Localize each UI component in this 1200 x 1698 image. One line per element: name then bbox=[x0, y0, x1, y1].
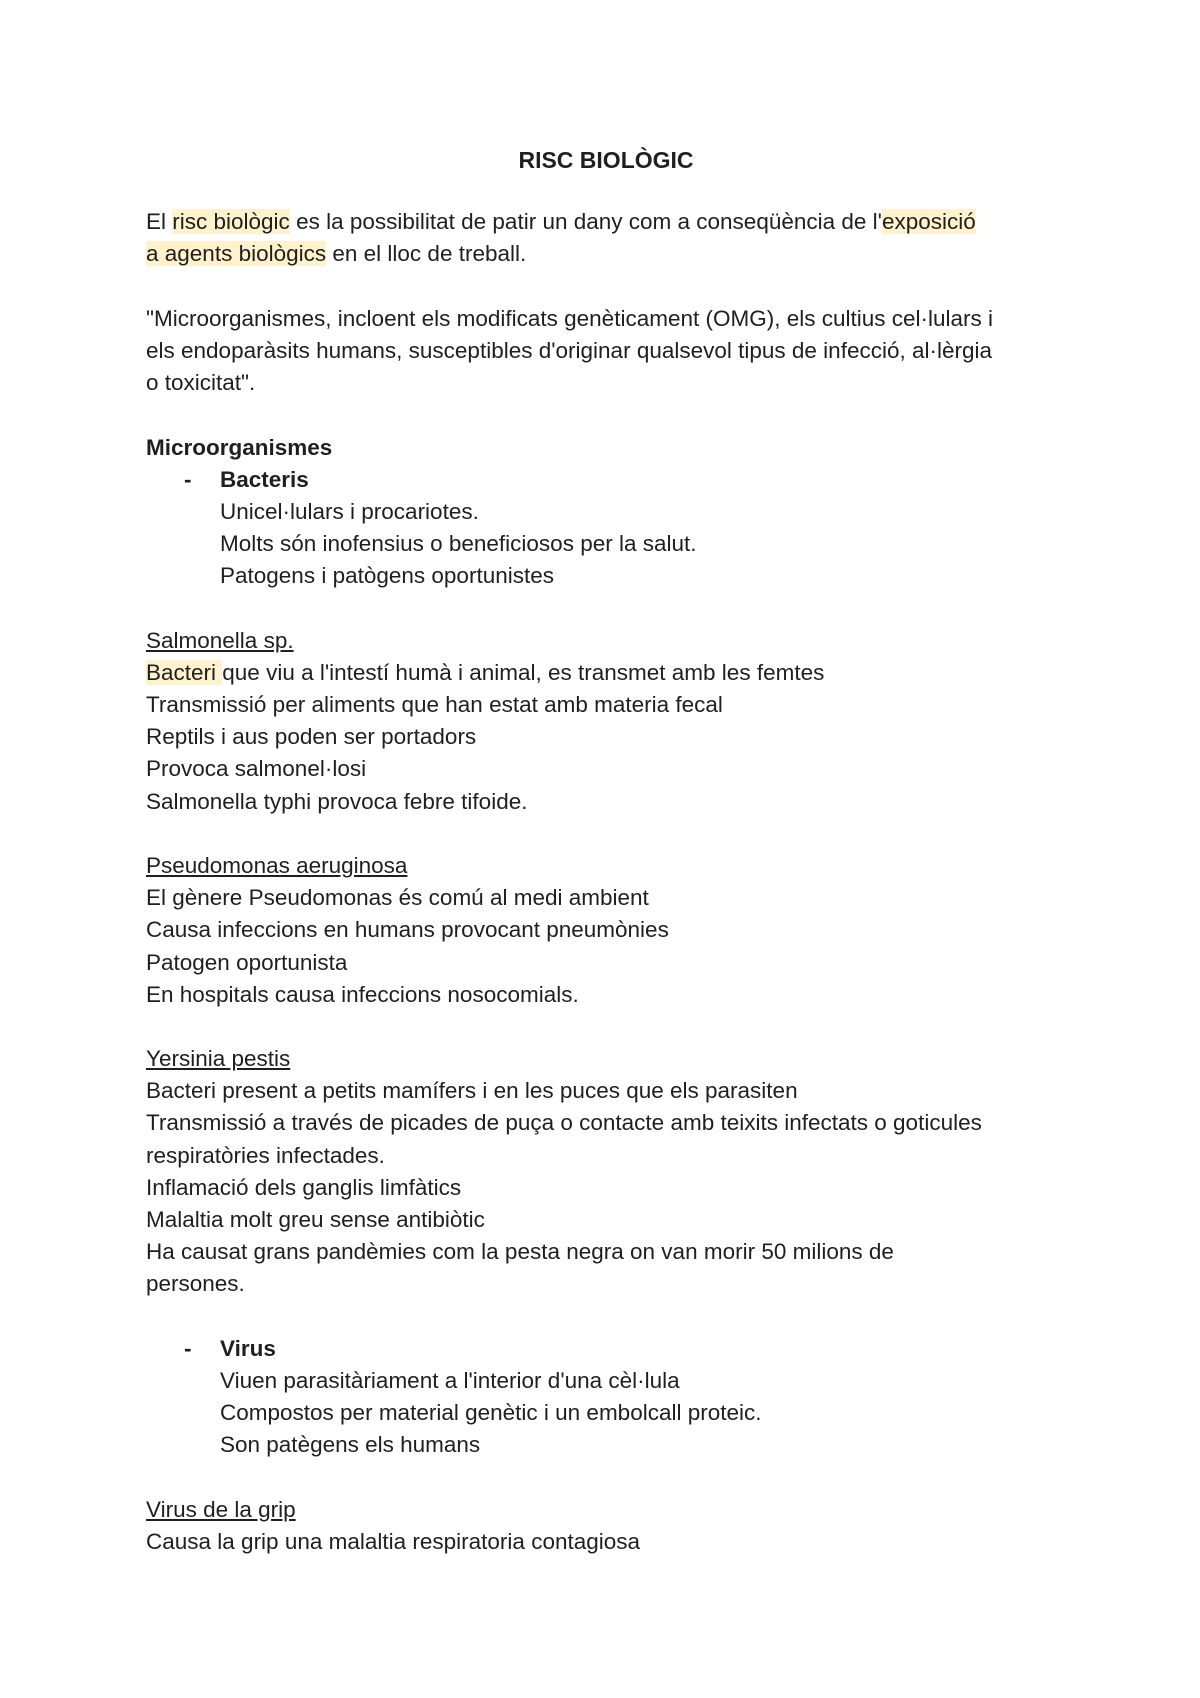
virus-line: Compostos per material genètic i un embolcall proteic. bbox=[220, 1400, 762, 1426]
highlight-bacteri: Bacteri bbox=[146, 659, 223, 685]
intro-line-1 bbox=[146, 206, 1066, 238]
virus-line: Viuen parasitàriament a l'interior d'una cèl·lula bbox=[220, 1367, 680, 1393]
intro-text: es la possibilitat de patir un dany com a conseqüència de l' bbox=[289, 209, 882, 235]
intro-line-2 bbox=[146, 238, 1066, 270]
section-heading: Microorganismes bbox=[146, 434, 333, 460]
salmonella-line: Salmonella typhi provoca febre tifoide. bbox=[146, 788, 528, 814]
highlight-risc-biologic: risc biològic bbox=[172, 209, 290, 235]
bullet-virus bbox=[146, 1333, 1066, 1365]
bullet-bacteris bbox=[146, 464, 1066, 496]
quote-line: els endoparàsits humans, susceptibles d'originar qualsevol tipus de infecció, al·lèrgia bbox=[146, 337, 993, 363]
yersinia-line: Inflamació dels ganglis limfàtics bbox=[146, 1174, 462, 1200]
bacteris-line: Patogens i patògens oportunistes bbox=[220, 563, 554, 589]
pseudomonas-line: El gènere Pseudomonas és comú al medi ambient bbox=[146, 885, 649, 911]
intro-text: en el lloc de treball. bbox=[326, 241, 527, 267]
bullet-label: Virus bbox=[220, 1335, 276, 1361]
quote-line: "Microorganismes, incloent els modificats genèticament (OMG), els cultius cel·lulars i bbox=[146, 305, 994, 331]
highlight-exposicio: exposició bbox=[881, 209, 976, 235]
grip-heading: Virus de la grip bbox=[146, 1496, 296, 1522]
yersinia-line: persones. bbox=[146, 1271, 245, 1297]
salmonella-line: Provoca salmonel·losi bbox=[146, 756, 367, 782]
page-title: RISC BIOLÒGIC bbox=[518, 147, 694, 173]
grip-line: Causa la grip una malaltia respiratoria contagiosa bbox=[146, 1528, 641, 1554]
yersinia-heading: Yersinia pestis bbox=[146, 1046, 291, 1072]
pseudomonas-line: En hospitals causa infeccions nosocomials. bbox=[146, 981, 579, 1007]
intro-text: El bbox=[146, 209, 173, 235]
bullet-label: Bacteris bbox=[220, 466, 309, 492]
yersinia-line: Transmissió a través de picades de puça o contacte amb teixits infectats o goticules bbox=[146, 1110, 982, 1136]
bullet-dash: - bbox=[184, 1335, 192, 1361]
bullet-dash: - bbox=[184, 466, 192, 492]
salmonella-line: Reptils i aus poden ser portadors bbox=[146, 724, 477, 750]
virus-line: Son patègens els humans bbox=[220, 1432, 481, 1458]
salmonella-heading: Salmonella sp. bbox=[146, 627, 294, 653]
yersinia-line: Malaltia molt greu sense antibiòtic bbox=[146, 1207, 485, 1233]
yersinia-line: respiratòries infectades. bbox=[146, 1142, 385, 1168]
highlight-agents-biologics: a agents biològics bbox=[146, 241, 327, 267]
yersinia-line: Ha causat grans pandèmies com la pesta negra on van morir 50 milions de bbox=[146, 1239, 894, 1265]
document-body bbox=[146, 144, 1066, 1558]
salmonella-line bbox=[146, 657, 1066, 689]
pseudomonas-line: Patogen oportunista bbox=[146, 949, 348, 975]
pseudomonas-line: Causa infeccions en humans provocant pneumònies bbox=[146, 917, 669, 943]
salmonella-text: que viu a l'intestí humà i animal, es transmet amb les femtes bbox=[222, 659, 825, 685]
bacteris-line: Unicel·lulars i procariotes. bbox=[220, 498, 479, 524]
quote-line: o toxicitat". bbox=[146, 370, 256, 396]
pseudomonas-heading: Pseudomonas aeruginosa bbox=[146, 852, 408, 878]
bacteris-line: Molts són inofensius o beneficiosos per la salut. bbox=[220, 531, 697, 557]
yersinia-line: Bacteri present a petits mamífers i en les puces que els parasiten bbox=[146, 1078, 798, 1104]
salmonella-line: Transmissió per aliments que han estat amb materia fecal bbox=[146, 692, 723, 718]
